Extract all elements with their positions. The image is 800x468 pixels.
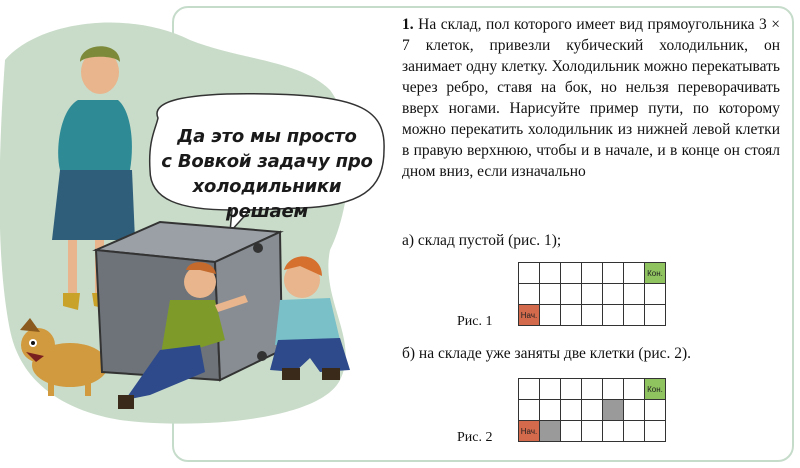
grid-cell (645, 400, 666, 421)
grid-cell (540, 263, 561, 284)
grid-cell (519, 400, 540, 421)
figure2-grid (518, 378, 666, 442)
problem-number: 1. (402, 16, 414, 33)
speech-line-3: холодильники решаем (192, 176, 342, 222)
grid-cell (561, 421, 582, 442)
grid-cell (561, 284, 582, 305)
speech-line-2: с Вовкой задачу про (161, 151, 373, 172)
grid-cell (624, 400, 645, 421)
grid-cell (624, 263, 645, 284)
speech-line-1: Да это мы просто (177, 126, 357, 147)
grid-cell (561, 379, 582, 400)
figure1-table (518, 262, 666, 326)
grid-cell (540, 305, 561, 326)
grid-cell (561, 400, 582, 421)
grid-cell (561, 263, 582, 284)
start-cell: Нач. (519, 305, 540, 326)
figure1-grid (518, 262, 666, 326)
grid-cell (582, 263, 603, 284)
grid-cell (519, 284, 540, 305)
grid-cell (582, 421, 603, 442)
grid-cell (561, 305, 582, 326)
grid-cell (582, 379, 603, 400)
grid-cell (624, 305, 645, 326)
grid-cell (582, 400, 603, 421)
figure1-caption: Рис. 1 (457, 314, 493, 329)
grid-cell (519, 263, 540, 284)
grid-cell (603, 379, 624, 400)
speech-bubble-text (152, 124, 382, 224)
grid-cell (519, 379, 540, 400)
part-b-text: б) на складе уже заняты две клетки (рис. 2). (402, 345, 692, 362)
grid-cell (624, 284, 645, 305)
start-cell: Нач. (519, 421, 540, 442)
grid-cell (645, 305, 666, 326)
grid-cell (645, 284, 666, 305)
grid-cell (603, 284, 624, 305)
grid-cell (624, 421, 645, 442)
grid-cell (582, 284, 603, 305)
blocked-cell (603, 400, 624, 421)
grid-cell (603, 305, 624, 326)
end-cell: Кон. (645, 263, 666, 284)
grid-cell (582, 305, 603, 326)
blocked-cell (540, 421, 561, 442)
end-cell: Кон. (645, 379, 666, 400)
grid-cell (624, 379, 645, 400)
grid-cell (540, 284, 561, 305)
figure2-table (518, 378, 666, 442)
problem-statement (402, 14, 780, 182)
grid-cell (540, 400, 561, 421)
grid-cell (603, 421, 624, 442)
grid-cell (645, 421, 666, 442)
problem-text: На склад, пол которого имеет вид прямоугольника 3 × 7 клеток, привезли кубический холодильник, он занимает одну клетку. Холодильник можно перекатывать через ребро, ставя на бок, но нельзя переворачивать вверх ногами. Нарисуйте пример пути, по которому можно перекатить холодильник из нижней левой клетки в правую верхнюю, чтобы и в начале, и в конце он стоял дном вниз, если изначально (402, 16, 780, 180)
grid-cell (540, 379, 561, 400)
grid-cell (603, 263, 624, 284)
figure2-caption: Рис. 2 (457, 430, 493, 445)
part-a-text: а) склад пустой (рис. 1); (402, 232, 562, 249)
